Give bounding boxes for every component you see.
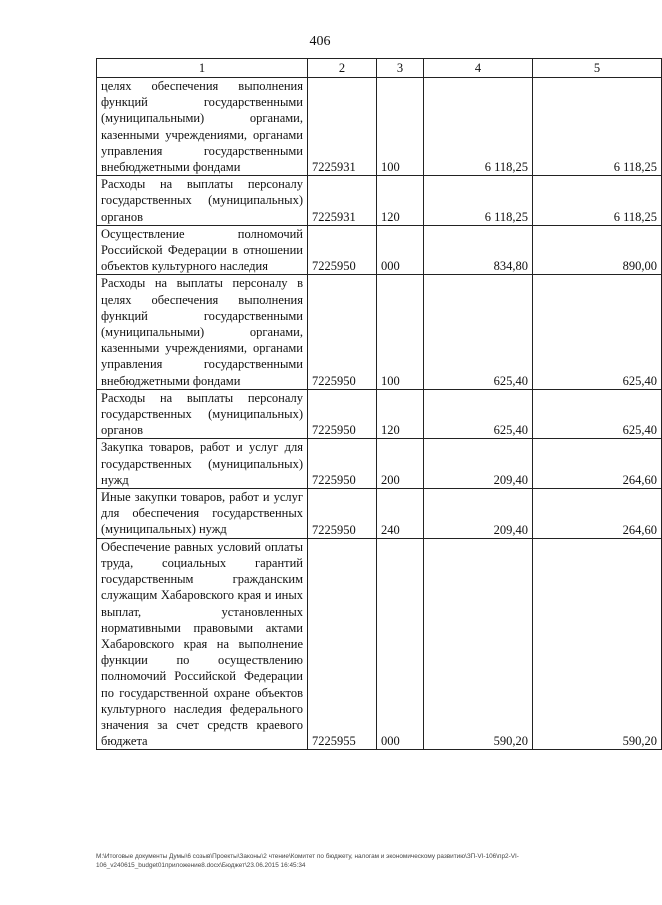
row-description: Иные закупки товаров, работ и услуг для обеспечения государственных (муниципальных) нужд bbox=[97, 489, 308, 539]
row-description: целях обеспечения выполнения функций государственными (муниципальными) органами, казенными учреждениями, органами управления государственными внебюджетными фондами bbox=[97, 78, 308, 176]
expense-type-code: 000 bbox=[377, 225, 424, 275]
amount-col4: 625,40 bbox=[424, 389, 533, 439]
target-article-code: 7225950 bbox=[308, 225, 377, 275]
amount-col5: 625,40 bbox=[533, 275, 662, 389]
page-number: 406 bbox=[309, 34, 331, 49]
target-article-code: 7225955 bbox=[308, 538, 377, 750]
table-row bbox=[97, 78, 662, 176]
target-article-code: 7225931 bbox=[308, 78, 377, 176]
expense-type-code: 120 bbox=[377, 389, 424, 439]
expense-type-code: 100 bbox=[377, 78, 424, 176]
row-description: Осуществление полномочий Российской Федерации в отношении объектов культурного наследия bbox=[97, 225, 308, 275]
amount-col5: 590,20 bbox=[533, 538, 662, 750]
target-article-code: 7225950 bbox=[308, 275, 377, 389]
header-cell: 3 bbox=[377, 59, 424, 78]
table-row bbox=[97, 225, 662, 275]
expense-type-code: 200 bbox=[377, 439, 424, 489]
row-description: Расходы на выплаты персоналу в целях обеспечения выполнения функций государственными (муниципальными) органами, казенными учреждениями, органами управления государственными внебюджетными фондами bbox=[97, 275, 308, 389]
amount-col4: 625,40 bbox=[424, 275, 533, 389]
row-description: Расходы на выплаты персоналу государственных (муниципальных) органов bbox=[97, 389, 308, 439]
header-cell: 1 bbox=[97, 59, 308, 78]
table-header-row bbox=[97, 59, 662, 78]
table-row bbox=[97, 439, 662, 489]
row-description: Обеспечение равных условий оплаты труда, социальных гарантий государственным гражданским служащим Хабаровского края и иных выплат, установленных нормативными правовыми актами Хабаровского края на выполнение функции по осуществлению полномочий Российской Федерации по государственной охране объектов культурного наследия федерального значения за счет средств краевого бюджета bbox=[97, 538, 308, 750]
expense-type-code: 000 bbox=[377, 538, 424, 750]
amount-col5: 6 118,25 bbox=[533, 78, 662, 176]
header-cell: 5 bbox=[533, 59, 662, 78]
table-row bbox=[97, 176, 662, 226]
amount-col5: 264,60 bbox=[533, 489, 662, 539]
target-article-code: 7225931 bbox=[308, 176, 377, 226]
row-description: Расходы на выплаты персоналу государственных (муниципальных) органов bbox=[97, 176, 308, 226]
target-article-code: 7225950 bbox=[308, 489, 377, 539]
table-row bbox=[97, 275, 662, 389]
target-article-code: 7225950 bbox=[308, 439, 377, 489]
target-article-code: 7225950 bbox=[308, 389, 377, 439]
amount-col4: 209,40 bbox=[424, 439, 533, 489]
amount-col4: 6 118,25 bbox=[424, 78, 533, 176]
row-description: Закупка товаров, работ и услуг для государственных (муниципальных) нужд bbox=[97, 439, 308, 489]
document-path-footer: M:\Итоговые документы Думы\6 созыв\Проекты\Законы\2 чтение\Комитет по бюджету, налогам и экономическому развитию\ЗП-VI-106\пр2-VI-106_v240615_budget01приложение8.docx\Бюджет\23.06.2015 16:45:34 bbox=[96, 853, 519, 869]
table-row bbox=[97, 538, 662, 750]
amount-col4: 834,80 bbox=[424, 225, 533, 275]
amount-col5: 264,60 bbox=[533, 439, 662, 489]
table-row bbox=[97, 389, 662, 439]
budget-table bbox=[96, 58, 662, 750]
header-cell: 4 bbox=[424, 59, 533, 78]
table-row bbox=[97, 489, 662, 539]
expense-type-code: 240 bbox=[377, 489, 424, 539]
expense-type-code: 120 bbox=[377, 176, 424, 226]
amount-col4: 209,40 bbox=[424, 489, 533, 539]
amount-col4: 590,20 bbox=[424, 538, 533, 750]
amount-col5: 6 118,25 bbox=[533, 176, 662, 226]
amount-col4: 6 118,25 bbox=[424, 176, 533, 226]
amount-col5: 890,00 bbox=[533, 225, 662, 275]
header-cell: 2 bbox=[308, 59, 377, 78]
expense-type-code: 100 bbox=[377, 275, 424, 389]
amount-col5: 625,40 bbox=[533, 389, 662, 439]
